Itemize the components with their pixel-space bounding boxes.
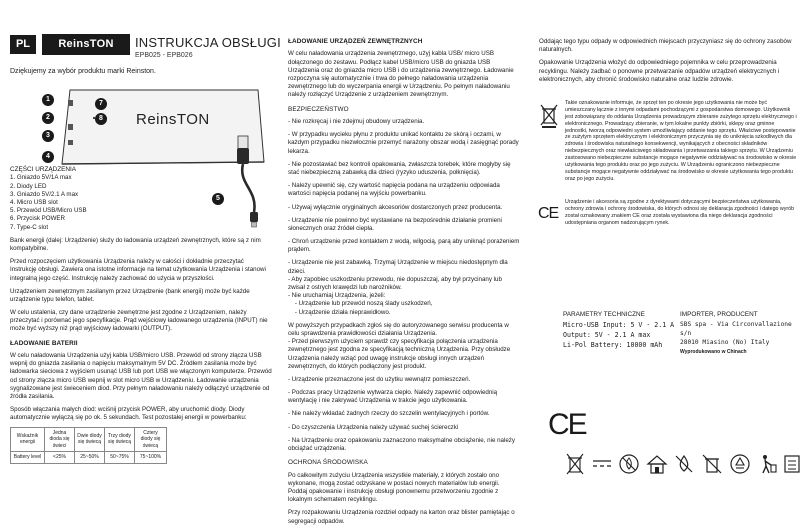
- importer-block: [680, 311, 800, 356]
- weee-bin-icon: [539, 103, 559, 129]
- certification-mark-icon: [783, 453, 801, 475]
- right-column: [539, 38, 797, 89]
- safety-item: - Na Urządzeniu oraz opakowaniu zaznaczono maksymalne obciążenie, nie należy obciążać urządzenia.: [288, 436, 515, 453]
- safety-item: - W przypadku wycieku płynu z produktu unikać kontaktu ze skórą i oczami, w każdym przypadku niezwłocznie przemyć narażony obszar wodą i zasięgnąć porady lekarza.: [288, 131, 519, 155]
- spec-heading: PARAMETRY TECHNICZNE: [563, 311, 645, 318]
- charging-heading: ŁADOWANIE URZĄDZEŃ ZEWNĘTRZNYCH: [288, 38, 423, 45]
- callout-8: 8: [95, 113, 107, 125]
- spec-line: Li-Pol Battery: 10000 mAh: [563, 340, 663, 349]
- importer-heading: IMPORTER, PRODUCENT: [680, 311, 758, 318]
- safety-item: W powyższych przypadkach zgłoś się do autoryzowanego serwisu producenta w celu sprawdzenia prawidłowości działania Urządzenia.: [288, 321, 509, 337]
- dc-polarity-icon: [591, 455, 613, 473]
- resources-paragraph: Oddając tego typu odpady w odpowiednich miejscach przyczyniasz się do ochrony zasobów naturalnych.: [539, 38, 792, 54]
- parts-list-item: 4. Micro USB slot: [10, 199, 58, 207]
- model-numbers: EPB025 - EPB026: [135, 52, 193, 59]
- no-fire-icon: [618, 453, 640, 475]
- safety-item: - Nie należy wkładać żadnych rzeczy do szczelin wentylacyjnych i portów.: [288, 410, 490, 418]
- callout-7: 7: [95, 98, 107, 110]
- product-brand-mark: ReinsTON: [136, 111, 210, 128]
- parts-list-item: 2. Diody LED: [10, 182, 47, 190]
- safety-item: - Nie uruchamiaj Urządzenia, jeżeli:: [288, 292, 386, 300]
- table-row: [11, 452, 167, 464]
- safety-item: - Do czyszczenia Urządzenia należy używać suchej ściereczki: [288, 423, 459, 431]
- safety-item: - Nie rozkręcaj i nie zdejmuj obudowy urządzenia.: [288, 118, 425, 126]
- safety-item: - Nie pozostawiać bez kontroli opakowania, zwłaszcza torebek, które mogłyby się stać niebezpieczną zabawką dla dzieci (ryzyko uduszenia, połknięcia).: [288, 160, 511, 176]
- thanks-line: Dziękujemy za wybór produktu marki Reinston.: [10, 68, 156, 75]
- safety-item: - Przed pierwszym użyciem sprawdź czy specyfikacja połączenia urządzenia zewnętrznego jest zgodna ze specyfikacją techniczną Urządzenia. Przy obsłudze Urządzenia należy wziąć pod uwagę instrukcje obsługi innych urządzeń zewnętrznych, do których podłączony jest produkt.: [288, 338, 511, 370]
- safety-item: - Urządzenie przeznaczone jest do użytku wewnątrz pomieszczeń.: [288, 375, 471, 383]
- callout-3: 3: [42, 130, 54, 142]
- recycling-paragraph: Opakowanie Urządzenia włożyć do odpowiedniego pojemnika w celu przeprowadzenia recyklingu. Należy zadbać o ponowne przetwarzanie odpadów urządzeń elektrycznych i elektronicznych, aby chronić środowisko naturalne oraz ludzie zdrowie.: [539, 59, 780, 83]
- callout-5: 5: [212, 193, 224, 205]
- charging-paragraph: W celu naładowania urządzenia zewnętrznego, użyj kabla USB/ micro USB dołączonego do zestawu. Podłącz kabel USB/micro USB do gniazda USB Urządzenia oraz do gniazda micro USB i do urządzenia zewnętrznego. Ładowanie rozpoczyna się automatycznie i trwa do pełnego naładowania urządzenia zewnętrznego lub do wyczerpania energii w Urządzeniu. Po pełnym naładowaniu należy rozłączyć Urządzenie z urządzeniem zewnętrznym.: [288, 50, 514, 99]
- intro-paragraph: Bank energii (dalej: Urządzenie) służy do ładowania urządzeń zewnętrznych, które są z nim kompatybilne.: [10, 236, 261, 252]
- table-cell: 50~75%: [105, 452, 135, 464]
- bin-icon: [565, 452, 585, 476]
- ce-mark-small: CE: [538, 205, 559, 222]
- parts-list-item: 1. Gniazdo 5V/1A max: [10, 174, 72, 182]
- read-manual-paragraph: Przed rozpoczęciem użytkowania Urządzenia należy w całości i dokładnie przeczytać Instrukcję obsługi. Zawiera ona istotne informacje na temat użytkowania Urządzenia i stanowi integralną jego część. Instrukcję należy zachować do użycia w przyszłości.: [10, 258, 266, 282]
- safety-item: - Podczas pracy Urządzenie wytwarza ciepło. Należy zapewnić odpowiednią wentylację i nie zakrywać Urządzenia w trakcie jego użytkowania.: [288, 389, 498, 405]
- parts-heading: CZĘŚCI URZĄDZENIA: [10, 166, 77, 173]
- environment-paragraph: Po całkowitym zużyciu Urządzenia wszystkie materiały, z których zostało ono wykonane, mogą zostać odzyskane w postaci nowych materiałów lub energii. Poddaj opakowanie i instrukcję obsługi ponownemu przetworzeniu zgodnie z lokalnym schematem recyklingu.: [288, 471, 500, 504]
- table-header-cell: Dwie diody się świecą: [75, 427, 105, 452]
- middle-column: [288, 38, 520, 531]
- importer-line: 28010 Miasino (No) Italy: [680, 339, 770, 347]
- safety-heading: BEZPIECZEŃSTWO: [288, 105, 349, 113]
- safety-item: - Używaj wyłącznie oryginalnych akcesoriów dostarczonych przez producenta.: [288, 203, 503, 211]
- safety-list: [288, 118, 520, 453]
- safety-item: - Urządzenie nie powinno być wystawiane na bezpośrednie działanie promieni słonecznych oraz źródeł ciepła.: [288, 216, 502, 232]
- safety-item: - Urządzenie lub przewód noszą ślady uszkodzeń,: [288, 300, 433, 308]
- table-row: [11, 427, 167, 452]
- left-column: [10, 166, 272, 464]
- icon-row: [565, 452, 801, 478]
- callout-2: 2: [42, 112, 54, 124]
- spec-line: Output: 5V - 2.1 A max: [563, 331, 651, 339]
- spec-block: [563, 311, 681, 350]
- parts-list: [10, 174, 272, 231]
- parts-list-item: 7. Type-C slot: [10, 223, 49, 231]
- safety-item: - Należy upewnić się, czy wartość napięcia podana na urządzeniu odpowiada wartości napięcia podanej na wyjściu powerbanku.: [288, 182, 500, 198]
- document-title: INSTRUKCJA OBSŁUGI: [135, 35, 281, 50]
- safety-item: - Urządzenie działa nieprawidłowo.: [288, 308, 391, 316]
- safety-item: - Urządzenie nie jest zabawką. Trzymaj Urządzenie w miejscu niedostępnym dla dzieci.: [288, 259, 508, 275]
- packaging-paragraph: Przy rozpakowaniu Urządzenia rozdziel odpady na karton oraz blister pamiętając o segregacji odpadów.: [288, 509, 515, 525]
- safety-item: - Aby zapobiec uszkodzeniu przewodu, nie dopuszczaj, aby był przycinany lub zwisał z ostrych krawędzi lub narożników.: [288, 275, 502, 292]
- battery-charging-paragraph: W celu naładowania Urządzenia użyj kabla USB/micro USB. Przewód od strony złącza USB wepnij do gniazda zasilania o napięciu maksymalnym 5V DC. Źródłem zasilania może być ładowarka sieciowa z wyjściem usunąć USB lub port USB we włączonym komputerze. Przewód od strony złącza micro USB wepnij w slot micro USB w Urządzeniu. Ładowanie urządzenia sygnalizowane jest świeceniem diod. Przy pełnym naładowaniu należy odłączyć urządzenie od źródła zasilania.: [10, 352, 272, 401]
- table-header-cell: Wskaźnik energii: [11, 427, 45, 452]
- weee-notice: Takie oznakowanie informuje, że sprzęt ten po okresie jego użytkowania nie może być umieszczany łącznie z innymi odpadami pochodzącymi z gospodarstwa domowego. Użytkownik jest zobowiązany do oddania Urządzenia prowadzącym zbieranie zużytego sprzętu elektrycznego i elektronicznego. Prowadzący zbieranie, w tym lokalne punkty zbiórki, sklepy oraz gminne jednostki, tworzą odpowiedni system umożliwiający oddanie tego sprzętu. Właściwe postępowanie ze zużytym sprzętem elektrycznym i elektronicznym przyczynia się do uniknięcia szkodliwych dla zdrowia i środowiska naturalnego konsekwencji, wynikających z obecności składników niebezpiecznych oraz niewłaściwego składowania i przetwarzania takiego sprzętu. W Urządzeniu zastosowano niebezpieczne substancje mogące negatywnie oddziaływać na środowisko w okresie użytkowania tego produktu oraz po jego zużyciu. W Urządzeniu ograniczono niebezpieczne substancje mogące negatywnie oddziaływać na środowisko w okresie użytkowania tego produktu oraz po jego zużyciu.: [565, 100, 797, 182]
- led-check-paragraph: Sposób włączania małych diod: wciśnij przycisk POWER, aby uruchomić diody. Diody automatycznie wyłączą się po ok. 5 sekundach. Test pozostałej energii w powerbanku:: [10, 406, 247, 422]
- ce-mark-large: CE: [548, 408, 586, 441]
- no-water-icon: [673, 453, 695, 475]
- spec-line: Micro-USB Input: 5 V - 2.1 A: [563, 321, 675, 330]
- table-header-cell: Cztery diody się świecą: [135, 427, 167, 452]
- table-cell: <25%: [45, 452, 75, 464]
- compatibility-paragraph: W celu ustalenia, czy dane urządzenie zewnętrzne jest zgodne z Urządzeniem, należy przeczytać i porównać jego specyfikacje. Prąd wejściowy ładowanego urządzenia (INPUT) nie może być wyższy niż prąd wyjściowy ładowarki (OUTPUT).: [10, 309, 268, 333]
- environment-heading: OCHRONA ŚRODOWISKA: [288, 459, 368, 467]
- made-in-label: Wyprodukowano w Chinach: [680, 349, 747, 356]
- external-device-paragraph: Urządzeniem zewnętrznym zasilanym przez Urządzenie (bank energii) może być każde urządzenie typu telefon, tablet.: [10, 287, 250, 303]
- callout-4: 4: [42, 151, 54, 163]
- table-cell: Battery level: [11, 452, 45, 464]
- tidyman-icon: [757, 453, 779, 475]
- table-cell: 75~100%: [135, 452, 167, 464]
- indoor-use-icon: [646, 453, 668, 475]
- language-badge: PL: [10, 35, 36, 54]
- safety-item: - Chroń urządzenie przed kontaktem z wodą, wilgocią, parą aby uniknąć porażeniem prądem.: [288, 238, 520, 254]
- table-header-cell: Trzy diody się świecą: [105, 427, 135, 452]
- parts-list-item: 3. Gniazdo 5V/2.1 A max: [10, 190, 79, 198]
- battery-level-table: [10, 427, 167, 464]
- recycle-icon: [729, 453, 751, 475]
- callout-1: 1: [42, 94, 54, 106]
- importer-line: SBS spa - Via Circonvallazione s/n: [680, 321, 792, 338]
- brand-logo: ReinsTON: [42, 34, 130, 55]
- table-header-cell: Jedna dioda się świeci: [45, 427, 75, 452]
- parts-list-item: 5. Przewód USB/Micro USB: [10, 207, 87, 215]
- table-cell: 25~50%: [75, 452, 105, 464]
- parts-list-item: 6. Przycisk POWER: [10, 215, 66, 223]
- ce-notice: Urządzenie i akcesoria są zgodne z dyrektywami dotyczącymi bezpieczeństwa użytkowania, ochrony zdrowia i ochrony środowiska, do których odnosi się deklaracja zgodności i datego wyrób został oznakowany znakiem CE oraz została wystawiona dla niego deklaracja zgodności udostępniana organom nadzorującym rynek.: [565, 199, 795, 226]
- battery-heading: ŁADOWANIE BATERII: [10, 339, 78, 347]
- crossed-out-bin-icon: [701, 453, 723, 475]
